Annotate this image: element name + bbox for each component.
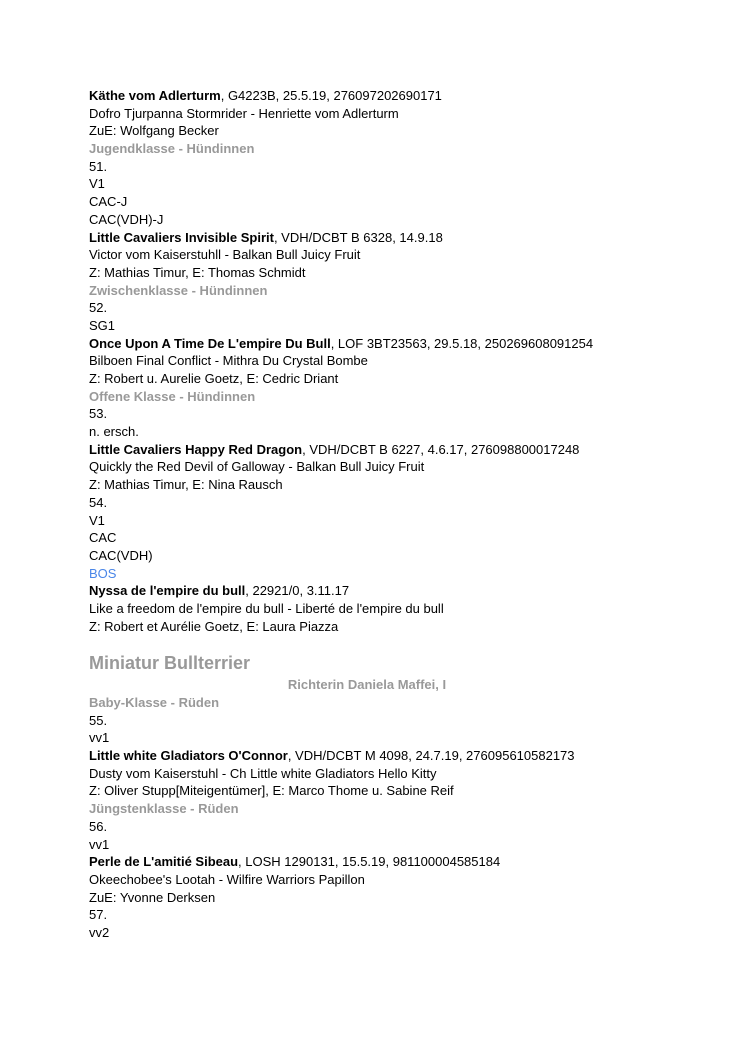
text-line: 53. [89, 406, 108, 422]
dog-details: , LOF 3BT23563, 29.5.18, 250269608091254 [330, 335, 594, 351]
text-line: Victor vom Kaiserstuhll - Balkan Bull Juicy Fruit [89, 247, 361, 263]
dog-entry-line [89, 87, 689, 105]
dog-name: Nyssa de l'empire du bull [89, 583, 246, 599]
text-line: 51. [89, 158, 108, 174]
dog-entry-line [89, 335, 689, 353]
text-line: SG1 [89, 317, 116, 333]
dog-details: , 22921/0, 3.11.17 [245, 583, 350, 599]
text-line: 52. [89, 300, 108, 316]
class-heading: Jüngstenklasse - Rüden [89, 801, 239, 817]
text-line: vv1 [89, 836, 110, 852]
dog-name: Once Upon A Time De L'empire Du Bull [89, 335, 331, 351]
text-line: 55. [89, 712, 108, 728]
award-label: BOS [89, 565, 117, 581]
dog-entry-line [89, 441, 689, 459]
text-line: Z: Mathias Timur, E: Thomas Schmidt [89, 264, 306, 280]
dog-name: Little Cavaliers Happy Red Dragon [89, 441, 303, 457]
text-line: CAC(VDH) [89, 547, 153, 563]
dog-name: Perle de L'amitié Sibeau [89, 854, 239, 870]
judge-line: Richterin Daniela Maffei, I [287, 677, 447, 693]
dog-details: , LOSH 1290131, 15.5.19, 981100004585184 [238, 854, 501, 870]
text-line: Z: Robert u. Aurelie Goetz, E: Cedric Driant [89, 371, 339, 386]
text-line: Okeechobee's Lootah - Wilfire Warriors Papillon [89, 871, 365, 887]
text-line: Z: Oliver Stupp[Miteigentümer], E: Marco Thome u. Sabine Reif [89, 783, 454, 799]
text-line: 57. [89, 907, 108, 923]
text-line: ZuE: Yvonne Derksen [89, 889, 216, 905]
dog-details: , VDH/DCBT B 6227, 4.6.17, 276098800017248 [302, 441, 580, 457]
class-heading: Jugendklasse - Hündinnen [89, 141, 255, 157]
text-line: Dusty vom Kaiserstuhl - Ch Little white Gladiators Hello Kitty [89, 765, 437, 781]
text-line: Quickly the Red Devil of Galloway - Balkan Bull Juicy Fruit [89, 459, 425, 475]
text-line: vv2 [89, 924, 110, 940]
dog-entry-line [89, 853, 689, 871]
entry-list-top [89, 87, 689, 635]
dog-name: Little Cavaliers Invisible Spirit [89, 229, 274, 245]
text-line: Bilboen Final Conflict - Mithra Du Crystal Bombe [89, 353, 368, 369]
text-line: Z: Mathias Timur, E: Nina Rausch [89, 477, 283, 493]
text-line: vv1 [89, 730, 110, 746]
dog-details: , VDH/DCBT B 6328, 14.9.18 [273, 229, 443, 245]
dog-details: , G4223B, 25.5.19, 276097202690171 [220, 88, 442, 103]
text-line: V1 [89, 512, 105, 528]
text-line: Dofro Tjurpanna Stormrider - Henriette vom Adlerturm [89, 105, 399, 121]
class-heading: Zwischenklasse - Hündinnen [89, 282, 268, 298]
entry-list-bottom [89, 694, 689, 942]
dog-entry-line [89, 582, 689, 600]
dog-name: Little white Gladiators O'Connor [89, 748, 288, 764]
text-line: CAC-J [89, 194, 128, 210]
text-line: CAC(VDH)-J [89, 211, 164, 227]
class-heading: Baby-Klasse - Rüden [89, 695, 220, 710]
dog-name: Käthe vom Adlerturm [89, 88, 221, 103]
dog-entry-line [89, 229, 689, 247]
text-line: 54. [89, 494, 108, 510]
dog-details: , VDH/DCBT M 4098, 24.7.19, 276095610582173 [287, 748, 575, 764]
text-line: n. ersch. [89, 424, 139, 440]
text-line: Z: Robert et Aurélie Goetz, E: Laura Piazza [89, 618, 339, 634]
text-line: 56. [89, 818, 108, 834]
document-page [89, 87, 689, 942]
class-heading: Offene Klasse - Hündinnen [89, 388, 256, 404]
text-line: Like a freedom de l'empire du bull - Liberté de l'empire du bull [89, 600, 444, 616]
section-title: Miniatur Bullterrier [89, 653, 251, 674]
text-line: CAC [89, 530, 117, 546]
dog-entry-line [89, 747, 689, 765]
text-line: V1 [89, 176, 105, 192]
text-line: ZuE: Wolfgang Becker [89, 123, 219, 139]
